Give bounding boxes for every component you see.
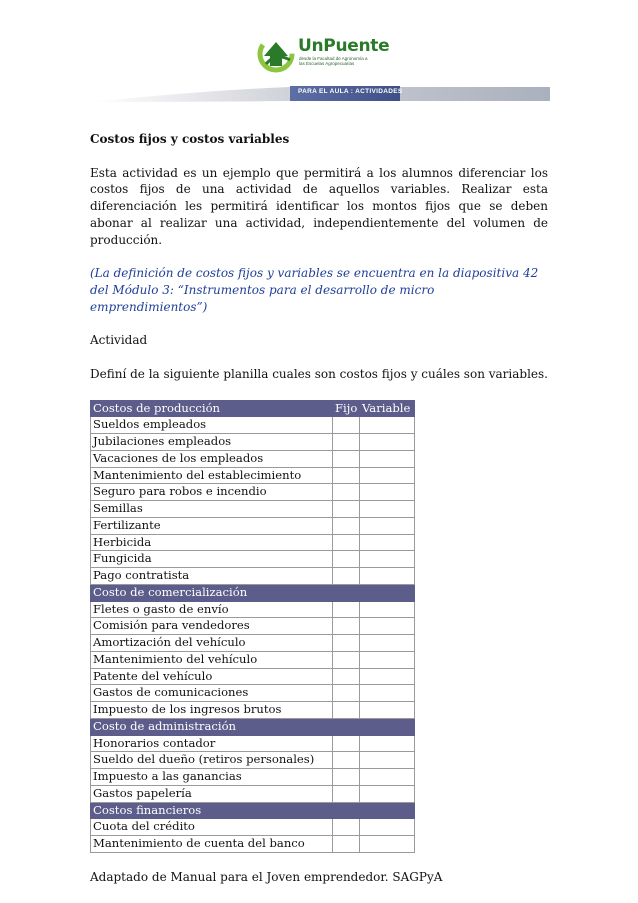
cost-item-label: Gastos de comunicaciones [91,685,333,702]
costs-table [90,400,415,853]
banner-label: PARA EL AULA : ACTIVIDADES [298,88,403,95]
table-row [91,484,415,501]
fijo-cell[interactable] [333,819,360,836]
table-row [91,434,415,451]
cost-item-label: Pago contratista [91,568,333,585]
table-row [91,836,415,853]
costs-table-body [91,400,415,852]
variable-cell[interactable] [360,685,415,702]
table-row [91,501,415,518]
cost-item-label: Jubilaciones empleados [91,434,333,451]
definition-note: (La definición de costos fijos y variables se encuentra en la diapositiva 42 del Módulo 3: “Instrumentos para el desarrollo de micro emprendimientos”) [90,266,539,314]
cost-item-label: Sueldos empleados [91,417,333,434]
section-header-cell [360,584,415,601]
table-row [91,819,415,836]
column-header-fijo: Fijo [333,400,360,417]
column-header-variable: Variable [360,400,415,417]
variable-cell[interactable] [360,601,415,618]
table-row [91,785,415,802]
source-citation: Adaptado de Manual para el Joven emprendedor. SAGPyA [90,869,443,884]
fijo-cell[interactable] [333,769,360,786]
table-row [91,417,415,434]
fijo-cell[interactable] [333,417,360,434]
fijo-cell[interactable] [333,601,360,618]
cost-item-label: Seguro para robos e incendio [91,484,333,501]
fijo-cell[interactable] [333,517,360,534]
variable-cell[interactable] [360,735,415,752]
document-title: Costos fijos y costos variables [90,132,290,146]
cost-item-label: Patente del vehículo [91,668,333,685]
cost-item-label: Herbicida [91,534,333,551]
document-body [90,131,548,898]
instruction-text: Definí de la siguiente planilla cuales son costos fijos y cuáles son variables. [90,367,548,382]
cost-item-label: Impuesto a las ganancias [91,769,333,786]
fijo-cell[interactable] [333,752,360,769]
table-row [91,601,415,618]
variable-cell[interactable] [360,785,415,802]
section-header-cell [360,718,415,735]
section-header-cell [360,802,415,819]
variable-cell[interactable] [360,534,415,551]
table-row [91,685,415,702]
page-header [0,0,638,110]
fijo-cell[interactable] [333,534,360,551]
table-row [91,450,415,467]
cost-item-label: Semillas [91,501,333,518]
cost-item-label: Mantenimiento del vehículo [91,651,333,668]
section-header-row [91,400,415,417]
cost-item-label: Mantenimiento del establecimiento [91,467,333,484]
variable-cell[interactable] [360,551,415,568]
cost-item-label: Fertilizante [91,517,333,534]
brand-name: UnPuente [298,36,390,56]
variable-cell[interactable] [360,819,415,836]
cost-item-label: Comisión para vendedores [91,618,333,635]
variable-cell[interactable] [360,434,415,451]
cost-item-label: Fletes o gasto de envío [91,601,333,618]
cost-item-label: Amortización del vehículo [91,635,333,652]
activity-label: Actividad [90,333,148,348]
table-row [91,551,415,568]
section-header-row [91,718,415,735]
table-row [91,752,415,769]
variable-cell[interactable] [360,501,415,518]
variable-cell[interactable] [360,752,415,769]
section-header-label: Costos financieros [91,802,333,819]
cost-item-label: Vacaciones de los empleados [91,450,333,467]
variable-cell[interactable] [360,836,415,853]
cost-item-label: Impuesto de los ingresos brutos [91,702,333,719]
cost-item-label: Honorarios contador [91,735,333,752]
fijo-cell[interactable] [333,467,360,484]
variable-cell[interactable] [360,417,415,434]
section-header-cell [333,718,360,735]
variable-cell[interactable] [360,450,415,467]
fijo-cell[interactable] [333,668,360,685]
intro-paragraph: Esta actividad es un ejemplo que permitirá a los alumnos diferenciar los costos fijos de una actividad de aquellos variables. Realizar esta diferenciación les permitirá identificar los montos fijos que se deben abonar al realizar una actividad, independientemente del volumen de producción. [90,165,548,247]
table-row [91,568,415,585]
section-header-row [91,802,415,819]
table-row [91,635,415,652]
fijo-cell[interactable] [333,551,360,568]
fijo-cell[interactable] [333,434,360,451]
cost-item-label: Fungicida [91,551,333,568]
fijo-cell[interactable] [333,450,360,467]
table-row [91,735,415,752]
fijo-cell[interactable] [333,785,360,802]
brand-subtitle: desde la Facultad de Agronomía a las Escuelas Agropecuarias [299,56,368,66]
table-row [91,517,415,534]
section-header-cell [333,584,360,601]
table-row [91,769,415,786]
variable-cell[interactable] [360,484,415,501]
section-header-row [91,584,415,601]
table-row [91,618,415,635]
fijo-cell[interactable] [333,702,360,719]
variable-cell[interactable] [360,618,415,635]
variable-cell[interactable] [360,517,415,534]
fijo-cell[interactable] [333,836,360,853]
fijo-cell[interactable] [333,484,360,501]
variable-cell[interactable] [360,568,415,585]
section-header-label: Costo de comercialización [91,584,333,601]
fijo-cell[interactable] [333,635,360,652]
section-header-label: Costos de producción [91,400,333,417]
section-header-label: Costo de administración [91,718,333,735]
cost-item-label: Gastos papelería [91,785,333,802]
table-row [91,702,415,719]
variable-cell[interactable] [360,467,415,484]
variable-cell[interactable] [360,635,415,652]
variable-cell[interactable] [360,668,415,685]
variable-cell[interactable] [360,769,415,786]
variable-cell[interactable] [360,702,415,719]
table-row [91,668,415,685]
section-header-cell [333,802,360,819]
variable-cell[interactable] [360,651,415,668]
table-row [91,651,415,668]
fijo-cell[interactable] [333,501,360,518]
fijo-cell[interactable] [333,568,360,585]
table-row [91,467,415,484]
fijo-cell[interactable] [333,651,360,668]
cost-item-label: Mantenimiento de cuenta del banco [91,836,333,853]
table-row [91,534,415,551]
fijo-cell[interactable] [333,685,360,702]
cost-item-label: Sueldo del dueño (retiros personales) [91,752,333,769]
fijo-cell[interactable] [333,735,360,752]
fijo-cell[interactable] [333,618,360,635]
cost-item-label: Cuota del crédito [91,819,333,836]
